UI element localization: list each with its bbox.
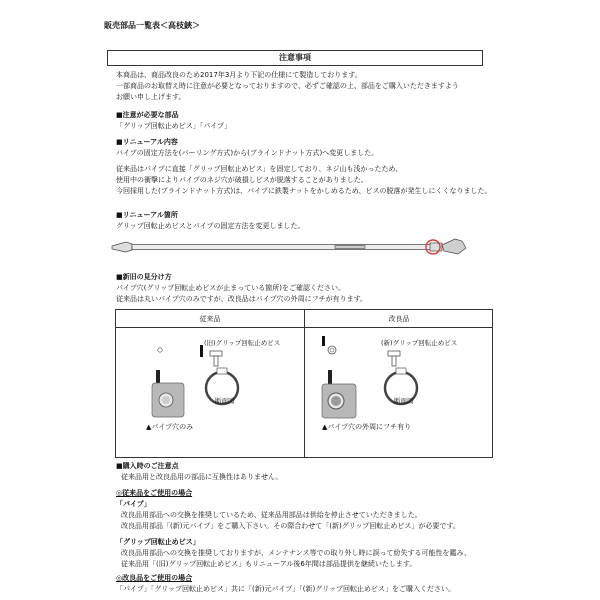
intro-line-3: お願い申し上げます。 — [116, 93, 186, 101]
case-old-pipe-line-1: 改良品用部品への交換を推奨しているため、従来品用部品は供給を停止させていただきました。 — [121, 511, 422, 519]
renewal-line-2: 従来品はパイプに直接「グリップ回転止めビス」を固定しており、ネジ山も浅かったため、 — [116, 165, 403, 173]
old-product-header: 従来品 — [199, 315, 221, 323]
purchase-body: 従来品用と改良品用の部品に互換性はありません。 — [121, 473, 283, 481]
pole-illustration — [110, 232, 480, 272]
new-screw-icon — [386, 350, 406, 368]
comparison-table — [115, 309, 493, 458]
notice-title: 注意事項 — [279, 53, 311, 62]
old-screw-label: (旧)グリップ回転止めビス — [204, 339, 281, 347]
case-old-pipe-title: 「パイプ」 — [116, 500, 151, 508]
parts-heading: ■注意が必要な部品 — [116, 111, 179, 119]
new-product-header: 改良品 — [388, 315, 410, 323]
distinguish-heading: ■新旧の見分け方 — [116, 273, 172, 281]
page-title: 販売部品一覧表＜高枝鋏＞ — [104, 21, 200, 30]
distinguish-line-1: パイプ穴(グリップ回転止めビスが止まっている箇所)をご確認ください。 — [116, 284, 345, 292]
renewal-heading: ■リニューアル内容 — [116, 138, 178, 146]
case-old-pipe-line-2: 改良品用部品「(新)元パイプ」をご購入下さい。その際合わせて「(新)グリップ回転止めビス」が必要です。 — [121, 522, 460, 530]
intro-line-1: 本商品は、商品改良のため2017年3月より下記の仕様にて製造しております。 — [116, 71, 362, 79]
case-old-screw-line-2: 従来品用「(旧)グリップ回転止めビス」もリニューアル後6年間は部品提供を継続いたします。 — [121, 560, 417, 568]
new-screw-label: (新)グリップ回転止めビス — [381, 339, 458, 347]
purchase-heading: ■購入時のご注意点 — [116, 462, 179, 470]
case-old-screw-line-1: 改良品用部品への交換を推奨しておりますが、メンテナンス等での取り外し時に誤って紛失する可能性を鑑み、 — [121, 549, 471, 557]
case-new-body: 「パイプ」「グリップ回転止めビス」共に「(新)元パイプ」「(新)グリップ回転止めビス」をご購入ください。 — [116, 585, 455, 593]
parts-body: 「グリップ回転止めビス」「パイプ」 — [116, 122, 232, 130]
new-section-label: 断面図 — [394, 397, 414, 405]
old-screw-icon — [208, 350, 228, 368]
old-caption: ▲パイプ穴のみ — [146, 423, 194, 431]
intro-line-2: 一部商品のお取替え時に注意が必要となっておりますので、必ずご確認の上、部品をご購入いただきますよう — [116, 82, 459, 90]
notice-title-box — [107, 50, 483, 66]
renewal-line-3: 使用中の衝撃によりパイプのネジ穴が破損しビスが脱落することがありました。 — [116, 176, 368, 184]
case-old-screw-title: 「グリップ回転止めビス」 — [116, 538, 200, 546]
new-caption: ▲パイプ穴の外周にフチ有り — [322, 423, 412, 431]
renewal-line-1: パイプの固定方法を(バーリング方式)から(ブラインドナット方式)へ変更しました。 — [116, 149, 379, 157]
renewal-line-4: 今回採用した(ブラインドナット方式)は、パイプに鉄製ナットをかしめるため、ビスの脱落が発生しにくくなりました。 — [116, 187, 492, 195]
location-heading: ■リニューアル箇所 — [116, 211, 178, 219]
distinguish-line-2: 従来品は丸いパイプ穴のみですが、改良品はパイプ穴の外周にフチが有ります。 — [116, 295, 368, 303]
case-new-heading: ◎改良品をご使用の場合 — [116, 574, 193, 582]
old-section-label: 断面図 — [215, 397, 235, 405]
case-old-heading: ◎従来品をご使用の場合 — [116, 489, 193, 497]
location-body: グリップ回転止めビスとパイプの固定方法を変更しました。 — [116, 222, 305, 230]
